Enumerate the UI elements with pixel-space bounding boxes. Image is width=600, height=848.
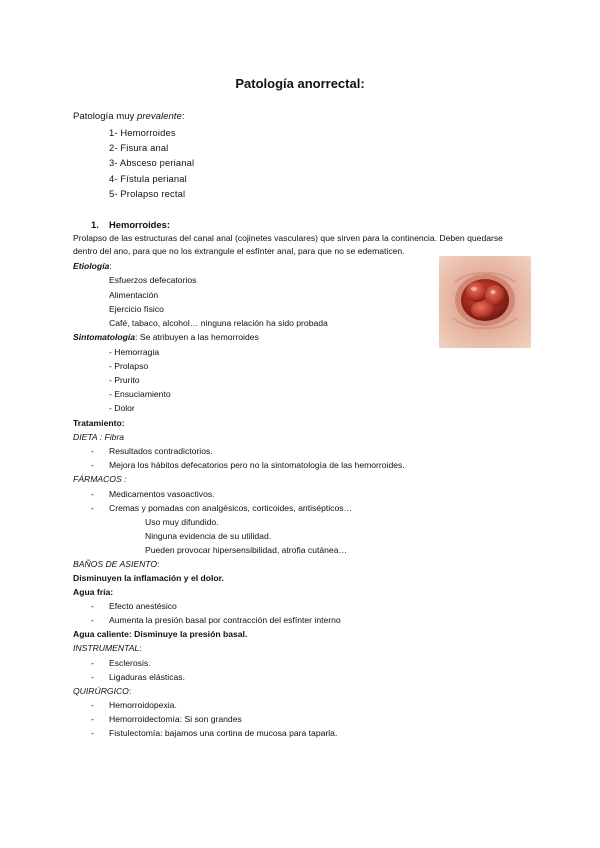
pathology-item: 5- Prolapso rectal <box>109 188 186 199</box>
bullet-dash: - <box>91 503 94 513</box>
dieta-item: Resultados contradictorios. <box>109 446 213 456</box>
intro-line <box>73 111 184 122</box>
agua-caliente-line: Agua caliente: Disminuye la presión basal. <box>73 629 248 639</box>
pathology-item: 3- Absceso perianal <box>109 157 195 168</box>
pathology-item: 1- Hemorroides <box>109 127 176 138</box>
pathology-item: 2- Fisura anal <box>109 142 169 153</box>
definition-line: dentro del ano, para que no los extrangule el esfínter anal, para que no se edematicen. <box>73 246 405 256</box>
intro-suffix: : <box>181 111 185 122</box>
banos-label: BAÑOS DE ASIENTO <box>73 559 158 569</box>
banos-heading <box>73 559 159 570</box>
banos-colon: : <box>157 559 160 569</box>
intro-prefix: Patología muy <box>73 111 137 122</box>
symptom-item: - Hemorragia <box>109 347 160 357</box>
page-title: Patología anorrectal: <box>235 76 365 91</box>
instrumental-item: Ligaduras elásticas. <box>109 672 185 682</box>
farmacos-heading: FÁRMACOS : <box>73 474 127 484</box>
etiologia-colon: : <box>109 261 112 271</box>
definition-line: Prolapso de las estructuras del canal anal (cojinetes vasculares) que sirven para la continencia. Deben quedarse <box>73 233 503 243</box>
etiologia-heading <box>73 261 112 272</box>
quirurgico-item: Hemorroidopexia. <box>109 700 177 710</box>
dieta-item: Mejora los hábitos defecatorios pero no la sintomatología de las hemorroides. <box>109 460 405 470</box>
sintomatologia-label: Sintomatología <box>73 332 136 342</box>
instrumental-item: Esclerosis. <box>109 658 151 668</box>
symptom-item: - Prolapso <box>109 361 149 371</box>
pathology-item: 4- Fístula perianal <box>109 173 187 184</box>
agua-fria-item: Aumenta la presión basal por contracción del esfínter interno <box>109 615 341 625</box>
instrumental-label: INSTRUMENTAL <box>73 643 140 653</box>
section-title: Hemorroides: <box>109 219 170 230</box>
hemorrhoid-photo <box>439 256 531 348</box>
etiologia-item: Ejercicio físico <box>109 304 164 314</box>
bullet-dash: - <box>91 728 94 738</box>
agua-fria-heading: Agua fría: <box>73 587 114 597</box>
bullet-dash: - <box>91 672 94 682</box>
cremas-subitem: Pueden provocar hipersensibilidad, atrofia cutánea… <box>145 545 348 555</box>
instrumental-colon: : <box>139 643 142 653</box>
bullet-dash: - <box>91 460 94 470</box>
tratamiento-heading: Tratamiento: <box>73 418 125 428</box>
etiologia-item: Esfuerzos defecatorios <box>109 275 197 285</box>
bullet-dash: - <box>91 615 94 625</box>
cremas-subitem: Uso muy difundido. <box>145 517 219 527</box>
bullet-dash: - <box>91 446 94 456</box>
etiologia-item: Alimentación <box>109 290 159 300</box>
etiologia-label: Etiología <box>73 261 110 271</box>
section-number: 1. <box>91 219 99 230</box>
farmacos-item: Medicamentos vasoactivos. <box>109 489 215 499</box>
symptom-item: - Dolor <box>109 403 135 413</box>
sintomatologia-heading <box>73 332 259 343</box>
intro-italic: prevalente <box>137 111 182 122</box>
symptom-item: - Ensuciamiento <box>109 389 171 399</box>
cremas-subitem: Ninguna evidencia de su utilidad. <box>145 531 272 541</box>
quirurgico-heading <box>73 686 131 697</box>
quirurgico-item: Fistulectomía: bajamos una cortina de mucosa para taparla. <box>109 728 338 738</box>
farmacos-item: Cremas y pomadas con analgésicos, corticoides, antisépticos… <box>109 503 353 513</box>
bullet-dash: - <box>91 658 94 668</box>
bullet-dash: - <box>91 700 94 710</box>
clinical-photo-graphic <box>439 256 531 348</box>
dieta-heading: DIETA : Fibra <box>73 432 125 442</box>
quirurgico-colon: : <box>128 686 132 696</box>
quirurgico-item: Hemorroidectomía: Si son grandes <box>109 714 242 724</box>
bullet-dash: - <box>91 714 94 724</box>
symptom-item: - Prurito <box>109 375 140 385</box>
bullet-dash: - <box>91 489 94 499</box>
etiologia-item: Café, tabaco, alcohol… ninguna relación ha sido probada <box>109 318 328 328</box>
quirurgico-label: QUIRÚRGICO <box>73 686 129 696</box>
banos-text: Disminuyen la inflamación y el dolor. <box>73 573 224 583</box>
agua-fria-item: Efecto anestésico <box>109 601 177 611</box>
instrumental-heading <box>73 643 142 654</box>
bullet-dash: - <box>91 601 94 611</box>
sintomatologia-text: : Se atribuyen a las hemorroides <box>135 332 259 342</box>
